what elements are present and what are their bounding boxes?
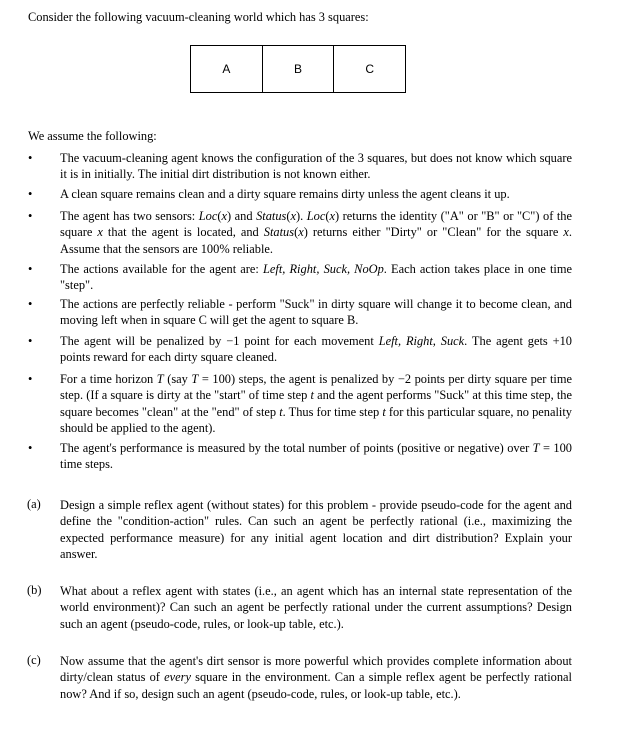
square-b: B <box>262 46 334 92</box>
text-run: . Assume that the sensors are 100% reliable. <box>60 225 572 256</box>
question-label-c: (c) <box>27 653 41 667</box>
text-run: The agent has two sensors: <box>60 209 199 223</box>
italic-term: x <box>97 225 103 240</box>
square-a: A <box>222 62 231 76</box>
square-grid <box>190 45 406 93</box>
bullet-marker: • <box>28 187 33 201</box>
bullet-marker: • <box>28 262 33 276</box>
italic-term: T <box>156 372 164 386</box>
question-label-b: (b) <box>27 583 42 597</box>
text-run: What about a reflex agent with states (i.e., an agent which has an internal state representation of the world environment)? Can such an agent be perfectly rational under the current assumptions? Design such an agent (pseudo-code, rules, or look-up table, etc.). <box>60 584 572 631</box>
text-run: The actions are perfectly reliable - perform "Suck" in dirty square will change it to become clean, and moving left when in square C will get the agent to square B. <box>60 297 572 328</box>
italic-term: Status <box>263 225 295 240</box>
italic-term: Left, Right, Suck, NoOp <box>262 262 384 276</box>
assumption-item <box>60 371 572 436</box>
text-run: A clean square remains clean and a dirty square remains dirty unless the agent cleans it up. <box>60 187 510 201</box>
square-c: C <box>333 46 405 92</box>
assumption-item <box>60 208 572 257</box>
bullet-marker: • <box>28 297 33 311</box>
italic-term: every <box>164 670 191 685</box>
bullet-marker: • <box>28 334 33 348</box>
italic-term: Loc <box>198 209 218 223</box>
italic-term: T <box>191 372 199 386</box>
bullet-marker: • <box>28 209 33 223</box>
intro-text: Consider the following vacuum-cleaning world which has 3 squares: <box>28 10 369 24</box>
text-run: ) returns the identity ("A" or "B" or "C") of the square <box>60 209 572 240</box>
italic-term: Status <box>256 209 287 223</box>
italic-term: t <box>279 404 283 419</box>
italic-term: x <box>329 209 336 223</box>
italic-term: x <box>298 225 304 240</box>
text-run: for this particular square, no penality should be applied to the agent). <box>60 404 572 435</box>
italic-term: t <box>310 388 314 403</box>
question-c-text <box>60 653 572 702</box>
italic-term: x <box>221 209 227 223</box>
text-run: The vacuum-cleaning agent knows the configuration of the 3 squares, but does not know which square it is in initially. The initial dirt distribution is not known either. <box>60 151 572 182</box>
text-run: ) returns either "Dirty" or "Clean" for the square <box>303 225 564 240</box>
assumption-item <box>60 296 572 329</box>
question-b-text <box>60 583 572 632</box>
italic-term: Loc <box>306 209 326 223</box>
italic-term: t <box>382 404 386 419</box>
italic-term: x <box>290 209 297 223</box>
text-run: . Each action takes place in one time "step". <box>60 262 573 293</box>
question-a-text <box>60 497 572 562</box>
assumption-item <box>60 150 572 183</box>
text-run: (say <box>163 372 192 386</box>
text-run: The agent will be penalized by −1 point for each movement <box>60 334 379 348</box>
text-run: = 100 time steps. <box>60 441 572 472</box>
text-run: ( <box>217 209 222 223</box>
assumption-item <box>60 333 572 366</box>
text-run: The agent's performance is measured by the total number of points (positive or negative) over <box>60 441 533 455</box>
text-run: ). <box>296 209 307 223</box>
text-run: = 100) steps, the agent is penalized by −2 points per dirty square per time step. (If a square is dirty at the "start" of time step <box>60 372 572 403</box>
text-run: square in the environment. Can a simple reflex agent be perfectly rational now? And if so, design such an agent (pseudo-code, rules, or look-up table, etc.). <box>60 670 572 701</box>
assumptions-heading: We assume the following: <box>28 129 157 143</box>
italic-term: x <box>563 225 569 240</box>
assumption-item <box>60 186 572 202</box>
text-run: . The agent gets +10 points reward for each dirty square cleaned. <box>60 334 572 365</box>
text-run: Now assume that the agent's dirt sensor is more powerful which provides complete information about dirty/clean status of <box>60 654 572 685</box>
text-run: ( <box>294 225 299 240</box>
text-run: that the agent is located, and <box>102 225 264 240</box>
bullet-marker: • <box>28 372 33 386</box>
question-label-a: (a) <box>27 497 41 511</box>
assumption-item <box>60 440 572 473</box>
assumption-item <box>60 261 572 294</box>
text-run: ( <box>325 209 330 223</box>
italic-term: T <box>532 441 540 455</box>
text-run: For a time horizon <box>60 372 157 386</box>
bullet-marker: • <box>28 441 33 455</box>
italic-term: Left, Right, Suck <box>378 334 465 348</box>
text-run: The actions available for the agent are: <box>60 262 263 276</box>
bullet-marker: • <box>28 151 33 165</box>
text-run: . Thus for time step <box>282 404 383 419</box>
text-run: ) and <box>227 209 257 223</box>
text-run: and the agent performs "Suck" at this time step, the square becomes "clean" at the "end" of step <box>60 388 572 419</box>
text-run: Design a simple reflex agent (without states) for this problem - provide pseudo-code for the agent and define the "condition-action" rules. Can such an agent be perfectly rational (i.e., maximizing the expected performance measure) for any initial agent location and dirt distribution? Explain your answer. <box>60 498 572 561</box>
text-run: ( <box>286 209 291 223</box>
